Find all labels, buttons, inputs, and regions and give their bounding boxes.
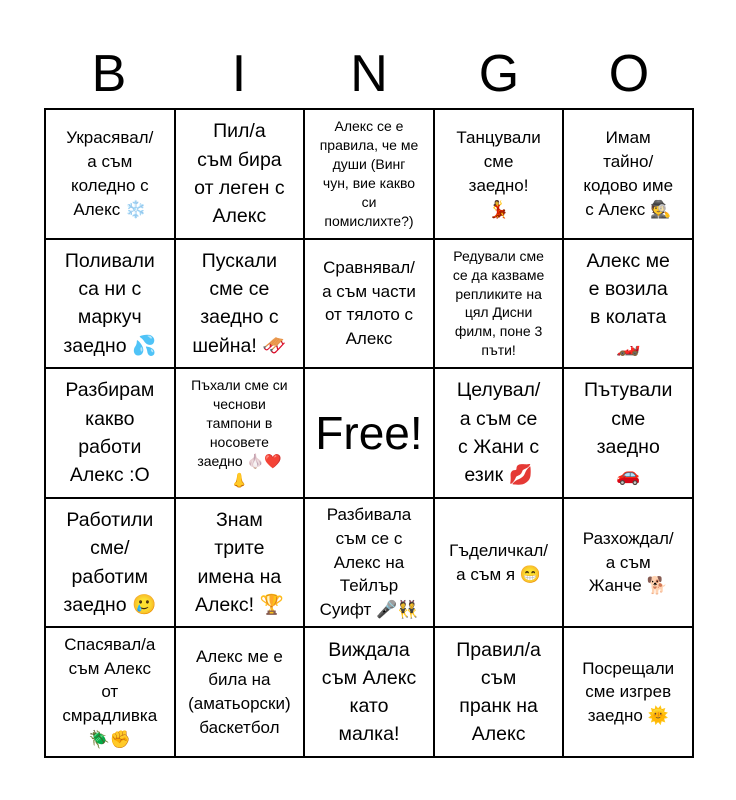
bingo-cell[interactable]: Имам тайно/ кодово име с Алекс 🕵️ [563,109,693,239]
bingo-cell[interactable]: Танцували сме заедно! 💃 [434,109,564,239]
bingo-cell[interactable]: Работили сме/ работим заедно 🥲 [45,498,175,628]
header-letter-b: B [91,45,127,103]
bingo-cell[interactable]: Алекс се е правила, че ме души (Винг чун, вие какво си помислихте?) [304,109,434,239]
bingo-cell[interactable]: Украсявал/ а съм коледно с Алекс ❄️ [45,109,175,239]
bingo-cell[interactable]: Пускали сме се заедно с шейна! 🛷 [175,239,305,369]
bingo-cell[interactable]: Правил/а съм пранк на Алекс [434,627,564,757]
bingo-cell[interactable]: Разхождал/ а съм Жанче 🐕 [563,498,693,628]
bingo-cell[interactable]: Пъхали сме си чеснови тампони в носовете заедно 🧄❤️ 👃 [175,368,305,498]
bingo-cell[interactable]: Спасявал/а съм Алекс от смрадливка 🪲✊ [45,627,175,757]
bingo-cell[interactable]: Разбивала съм се с Алекс на Тейлър Суифт 🎤👯 [304,498,434,628]
header-letter-n: N [350,45,388,103]
bingo-cell[interactable]: Алекс ме е била на (аматьорски) баскетбол [175,627,305,757]
bingo-cell[interactable]: Сравнявал/ а съм части от тялото с Алекс [304,239,434,369]
bingo-cell[interactable]: Разбирам какво работи Алекс :О [45,368,175,498]
bingo-cell[interactable]: Пил/а съм бира от леген с Алекс [175,109,305,239]
bingo-cell[interactable]: Посрещали сме изгрев заедно 🌞 [563,627,693,757]
bingo-header [44,40,694,108]
bingo-cell[interactable]: Гъделичкал/ а съм я 😁 [434,498,564,628]
header-letter-o: O [608,45,650,103]
bingo-cell[interactable]: Поливали са ни с маркуч заедно 💦 [45,239,175,369]
bingo-cell[interactable]: Редували сме се да казваме репликите на цял Дисни филм, поне 3 пъти! [434,239,564,369]
bingo-cell[interactable]: Пътували сме заедно 🚗 [563,368,693,498]
bingo-cell[interactable]: Алекс ме е возила в колата 🏎️ [563,239,693,369]
free-space-cell[interactable]: Free! [304,368,434,498]
bingo-cell[interactable]: Целувал/ а съм се с Жани с език 💋 [434,368,564,498]
bingo-cell[interactable]: Знам трите имена на Алекс! 🏆 [175,498,305,628]
header-letter-i: I [231,45,247,103]
bingo-cell[interactable]: Виждала съм Алекс като малка! [304,627,434,757]
header-letter-g: G [478,45,520,103]
bingo-grid [44,108,694,758]
